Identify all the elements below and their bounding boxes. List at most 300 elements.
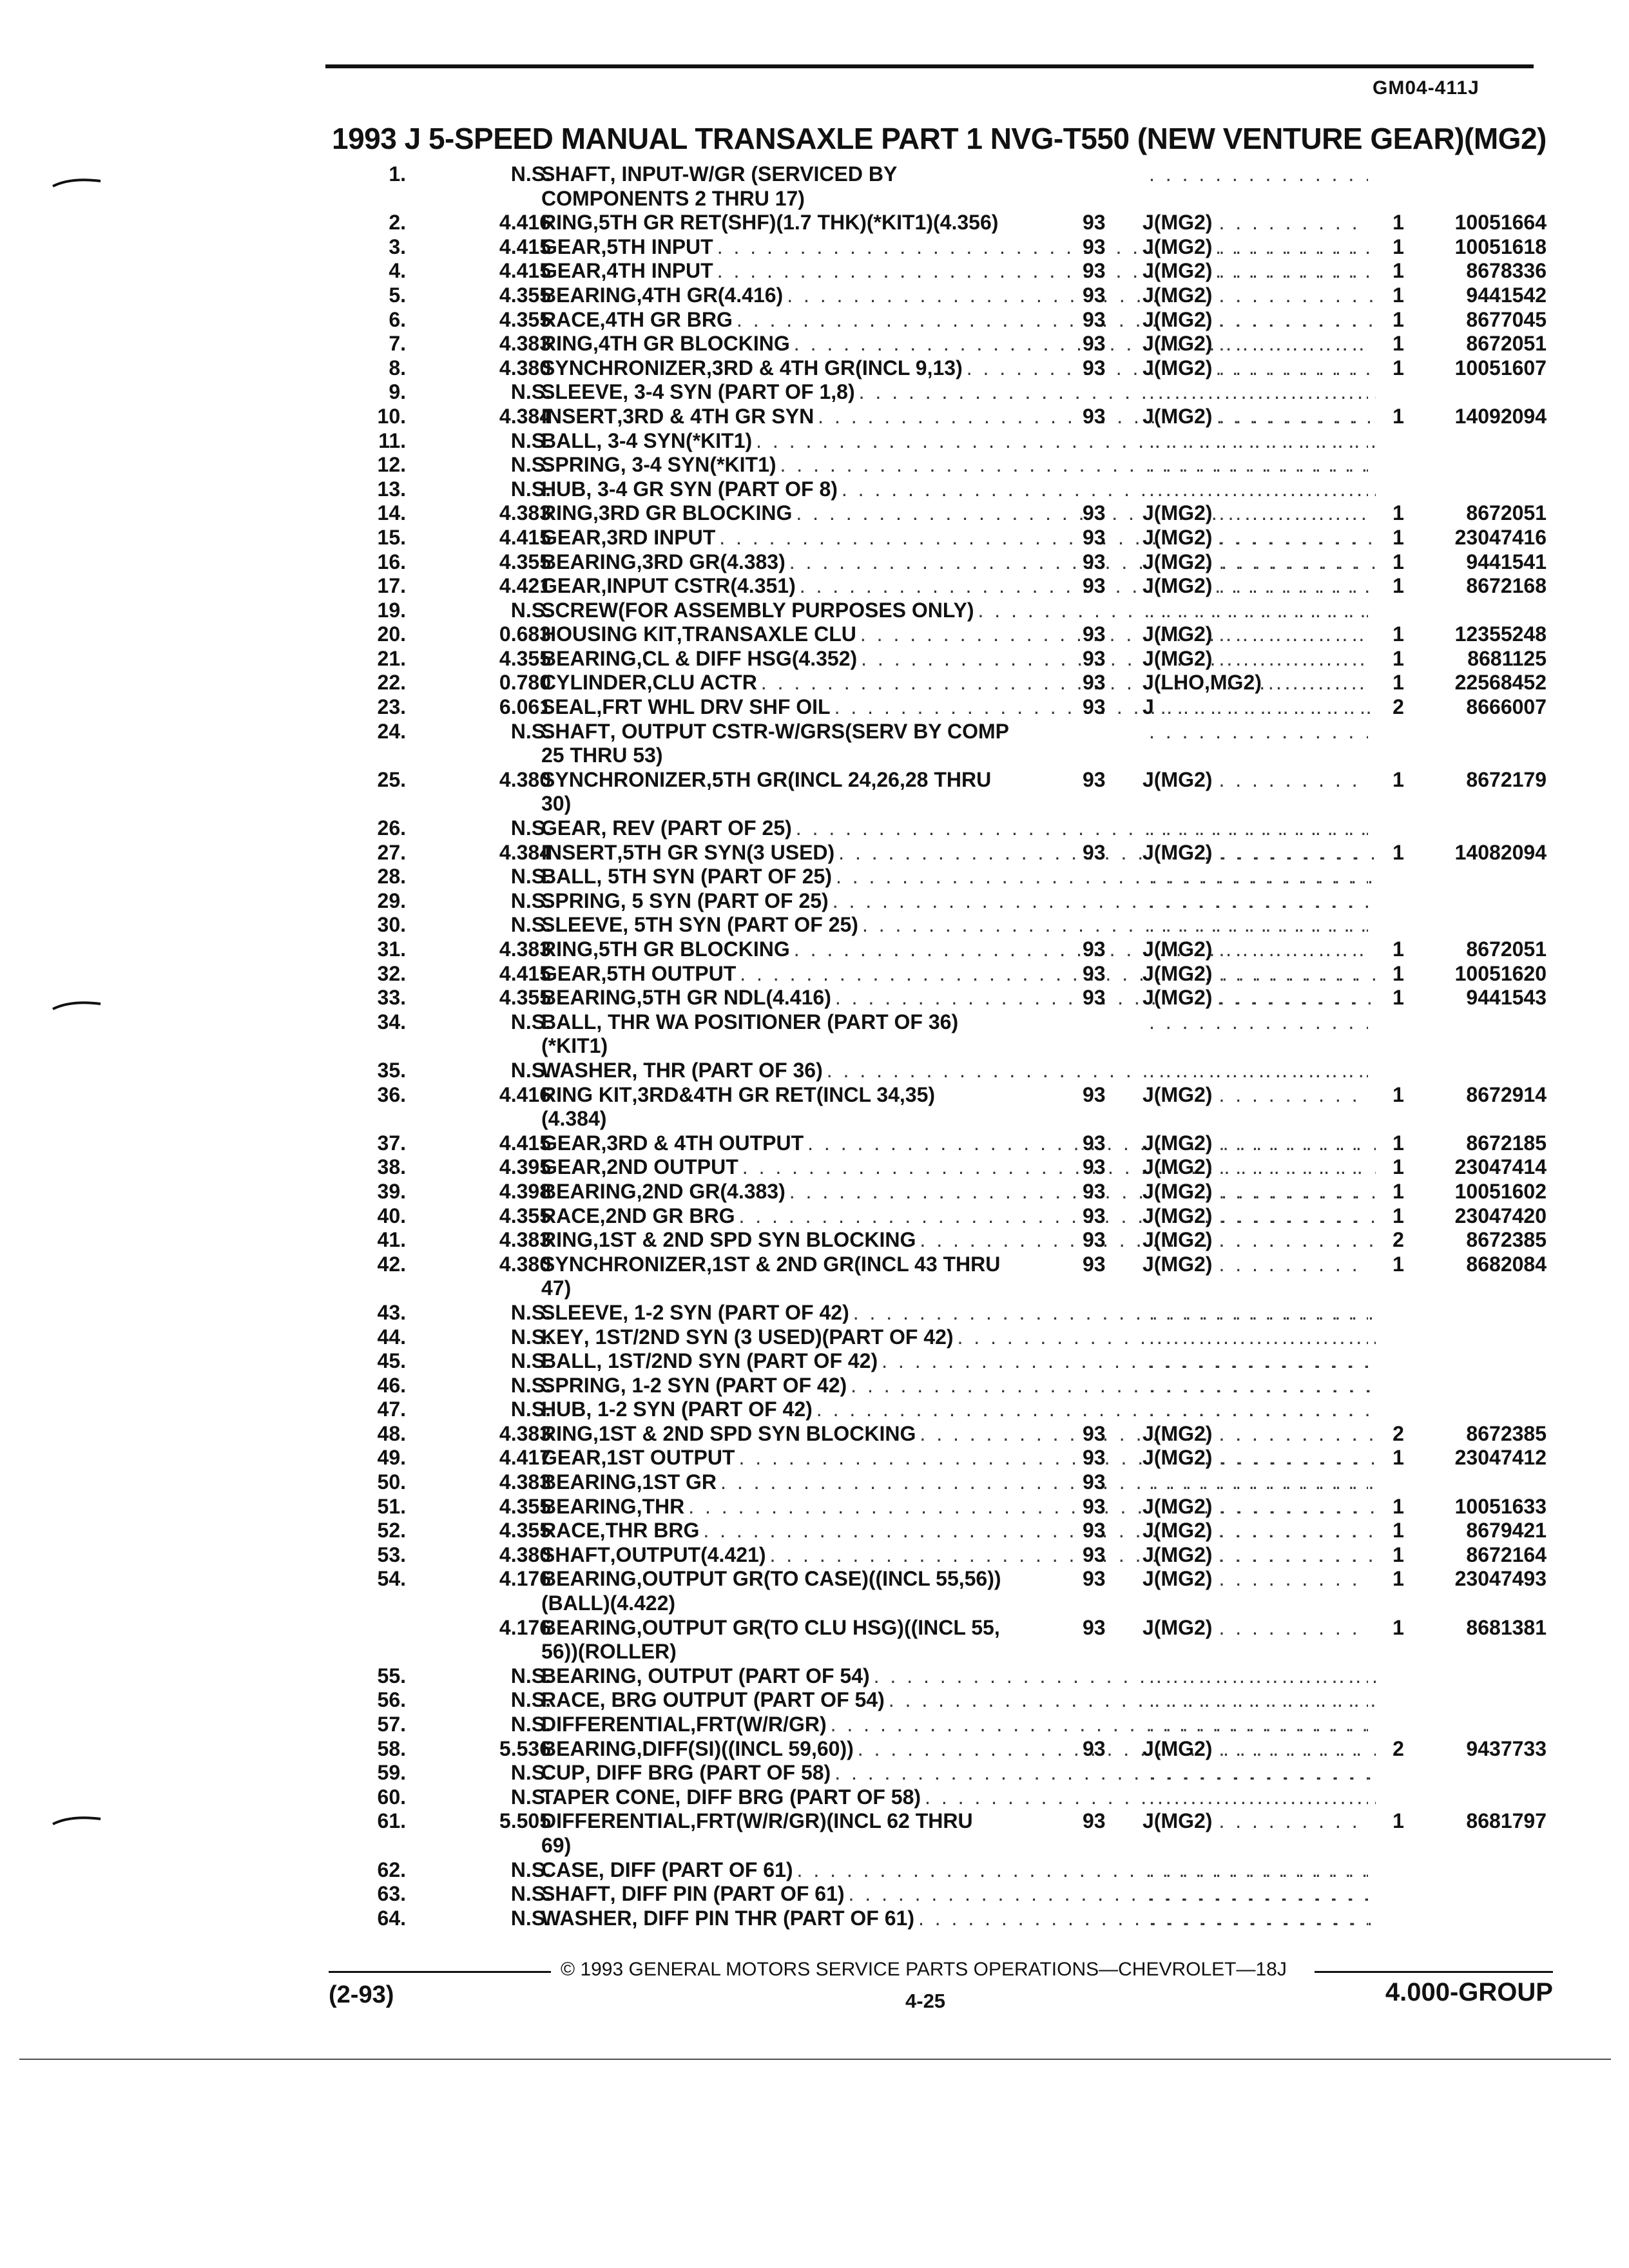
table-row [348, 211, 1559, 235]
group-number: 6.061 [499, 695, 551, 719]
model-year: 93 [1083, 1421, 1106, 1445]
part-detail: ,OUTPUT(4.421) [610, 1542, 766, 1566]
part-detail: ,1ST & 2ND SPD SYN BLOCKING [593, 1421, 916, 1445]
model-code: J(MG2) [1142, 1131, 1213, 1155]
group-number: 4.176 [499, 1567, 551, 1591]
model-year: 93 [1083, 622, 1106, 646]
group-number: 4.383 [499, 937, 551, 961]
ref-number: 27. [377, 840, 406, 864]
quantity: 1 [1393, 671, 1404, 695]
group-number: 4.384 [499, 404, 551, 428]
part-name: SYNCHRONIZER [541, 1252, 707, 1276]
part-detail: ,TRANSAXLE CLU [676, 622, 856, 646]
part-detail: , DIFF BRG (PART OF 58) [675, 1785, 921, 1809]
part-name: RACE [541, 307, 600, 331]
part-name: BALL [541, 1349, 597, 1373]
part-detail: , 5 SYN (PART OF 25) [620, 889, 829, 912]
ref-number: 16. [377, 550, 406, 573]
group-number: 4.383 [499, 1421, 551, 1445]
group-number: N.S. [510, 816, 551, 840]
model-cell [1142, 1737, 1368, 1762]
part-name: SHAFT [541, 1542, 610, 1566]
model-cell [1142, 1301, 1368, 1325]
model-cell [1142, 768, 1368, 793]
ref-number: 54. [377, 1567, 406, 1591]
leader-dots [1149, 1349, 1368, 1374]
quantity: 1 [1393, 1446, 1404, 1470]
footer-rule-left [329, 1971, 551, 1973]
model-code: J(MG2) [1142, 1155, 1213, 1179]
binder-hole-mark [52, 999, 103, 1012]
model-code: J(MG2) [1142, 961, 1213, 985]
quantity: 1 [1393, 1615, 1404, 1639]
part-detail: , DIFF PIN THR (PART OF 61) [631, 1906, 914, 1930]
part-detail: , INPUT-W/GR (SERVICED BY [610, 162, 898, 186]
part-name: GEAR [541, 1155, 601, 1179]
ref-number: 47. [377, 1398, 406, 1421]
leader-dots [1149, 1882, 1368, 1907]
model-code: J(MG2) [1142, 356, 1213, 380]
leader-dots [1161, 695, 1368, 720]
model-cell [1142, 1059, 1368, 1083]
quantity: 1 [1393, 283, 1404, 307]
model-cell [1142, 1882, 1368, 1907]
part-detail: ,5TH OUTPUT [601, 961, 737, 985]
model-year: 93 [1083, 961, 1106, 985]
quantity: 1 [1393, 1809, 1404, 1833]
quantity: 1 [1393, 1155, 1404, 1179]
part-detail-continued: 69) [541, 1833, 572, 1857]
group-number: N.S. [510, 1664, 551, 1687]
table-row [348, 1059, 1559, 1083]
table-row [348, 1519, 1559, 1543]
table-row [348, 962, 1559, 986]
part-name: BEARING [541, 1615, 637, 1639]
model-code: J(MG2) [1142, 1809, 1213, 1833]
part-number: 8672051 [1466, 937, 1547, 961]
quantity: 2 [1393, 695, 1404, 719]
ref-number: 7. [389, 332, 406, 356]
model-cell [1142, 1907, 1368, 1931]
quantity: 1 [1393, 356, 1404, 380]
leader-dots [1219, 1543, 1368, 1568]
ref-number: 14. [377, 501, 406, 525]
part-name: BEARING [541, 283, 637, 307]
model-year: 93 [1083, 1131, 1106, 1155]
ref-number: 50. [377, 1470, 406, 1494]
part-number: 8672179 [1466, 767, 1547, 791]
part-detail: ,3RD GR BLOCKING [593, 501, 793, 525]
leader-dots [1149, 162, 1368, 187]
part-number: 9441542 [1466, 283, 1547, 307]
quantity: 1 [1393, 501, 1404, 525]
model-year: 93 [1083, 283, 1106, 307]
leader-dots [1219, 501, 1368, 526]
leader-dots [1219, 647, 1368, 671]
leader-dots [1149, 1301, 1368, 1325]
part-name: SEAL [541, 695, 597, 719]
leader-dots [1219, 574, 1368, 599]
model-cell [1142, 1155, 1368, 1180]
table-row [348, 308, 1559, 332]
part-name: BALL [541, 428, 597, 452]
leader-dots [1219, 526, 1368, 550]
model-year: 93 [1083, 646, 1106, 670]
table-row [348, 1131, 1559, 1156]
part-number: 9437733 [1466, 1736, 1547, 1760]
model-cell [1142, 889, 1368, 914]
group-number: N.S. [510, 1058, 551, 1082]
group-number: 4.415 [499, 235, 551, 258]
ref-number: 6. [389, 307, 406, 331]
model-code: J(LHO,MG2) [1142, 671, 1262, 695]
model-cell [1142, 550, 1368, 575]
group-number: 4.395 [499, 1155, 551, 1179]
page-title: 1993 J 5-SPEED MANUAL TRANSAXLE PART 1 NVG-T550 (NEW VENTURE GEAR)(MG2) [332, 122, 1547, 155]
model-year: 93 [1083, 1204, 1106, 1227]
group-number: 4.421 [499, 574, 551, 598]
model-year: 93 [1083, 1179, 1106, 1203]
quantity: 1 [1393, 937, 1404, 961]
part-detail: ,5TH GR(INCL 24,26,28 THRU [706, 767, 992, 791]
leader-dots [1149, 1713, 1368, 1737]
model-cell [1142, 865, 1368, 889]
model-year: 93 [1083, 1567, 1106, 1591]
part-detail: , DIFF BRG (PART OF 58) [584, 1761, 831, 1785]
model-cell [1142, 356, 1368, 381]
ref-number: 8. [389, 356, 406, 380]
leader-dots [1219, 841, 1368, 865]
group-number: N.S. [510, 162, 551, 186]
part-name: GEAR [541, 816, 601, 840]
group-number: 4.384 [499, 840, 551, 864]
group-number: N.S. [510, 1858, 551, 1881]
part-detail: ,3RD & 4TH GR SYN [617, 404, 815, 428]
leader-dots [1219, 1131, 1368, 1156]
group-number: N.S. [510, 1349, 551, 1373]
ref-number: 40. [377, 1204, 406, 1227]
part-detail: , 1ST/2ND SYN (3 USED)(PART OF 42) [583, 1325, 954, 1349]
quantity: 1 [1393, 646, 1404, 670]
part-name: BEARING [541, 1179, 637, 1203]
table-row [348, 622, 1559, 647]
ref-number: 39. [377, 1179, 406, 1203]
table-row [348, 162, 1559, 211]
model-cell [1142, 380, 1368, 405]
part-name: RACE [541, 1519, 600, 1542]
model-code: J(MG2) [1142, 1228, 1213, 1252]
table-row [348, 695, 1559, 720]
part-name: SHAFT [541, 1882, 610, 1906]
part-name: CYLINDER [541, 671, 647, 695]
ref-number: 64. [377, 1906, 406, 1930]
model-cell [1142, 526, 1368, 550]
part-name: HUB [541, 477, 586, 501]
leader-dots [1219, 937, 1368, 962]
leader-dots [1149, 1374, 1368, 1398]
part-name: INSERT [541, 840, 617, 864]
part-detail: ,3RD & 4TH OUTPUT [601, 1131, 804, 1155]
model-code: J(MG2) [1142, 1204, 1213, 1227]
part-number: 8681797 [1466, 1809, 1547, 1833]
part-number: 10051633 [1454, 1494, 1547, 1518]
table-row [348, 841, 1559, 865]
part-detail-continued: (BALL)(4.422) [541, 1591, 676, 1615]
model-year: 93 [1083, 211, 1106, 235]
group-number: 4.355 [499, 1204, 551, 1227]
table-row [348, 1422, 1559, 1446]
part-number: 8672168 [1466, 574, 1547, 598]
part-detail: ,5TH GR RET(SHF)(1.7 THK)(*KIT1)(4.356) [593, 211, 999, 235]
leader-dots [1219, 332, 1368, 356]
part-name: BEARING [541, 550, 637, 573]
group-number: 4.415 [499, 259, 551, 283]
part-number: 8672051 [1466, 501, 1547, 525]
part-detail: ,3RD INPUT [601, 525, 716, 549]
ref-number: 42. [377, 1252, 406, 1276]
part-detail-continued: COMPONENTS 2 THRU 17) [541, 186, 805, 210]
model-code: J(MG2) [1142, 646, 1213, 670]
model-code: J(MG2) [1142, 1736, 1213, 1760]
part-name: RING [541, 1421, 593, 1445]
ref-number: 4. [389, 259, 406, 283]
model-year: 93 [1083, 695, 1106, 719]
part-detail: ,CLU ACTR [646, 671, 757, 695]
part-detail: , 3-4 GR SYN (PART OF 8) [586, 477, 838, 501]
model-cell [1142, 332, 1368, 356]
part-detail: ,THR BRG [599, 1519, 700, 1542]
ref-number: 63. [377, 1882, 406, 1906]
model-code: J(MG2) [1142, 1494, 1213, 1518]
leader-dots [1219, 1155, 1368, 1180]
table-row [348, 1010, 1559, 1059]
quantity: 1 [1393, 1252, 1404, 1276]
part-detail: , THR (PART OF 36) [631, 1058, 823, 1082]
leader-dots [1219, 211, 1368, 235]
part-name: GEAR [541, 1131, 601, 1155]
part-number: 12355248 [1454, 622, 1547, 646]
ref-number: 20. [377, 622, 406, 646]
model-code: J(MG2) [1142, 1082, 1213, 1106]
group-number: N.S. [510, 453, 551, 477]
part-detail: , 1ST/2ND SYN (PART OF 42) [596, 1349, 878, 1373]
part-detail: ,1ST & 2ND GR(INCL 43 THRU [706, 1252, 1001, 1276]
model-cell [1142, 1567, 1368, 1591]
model-code: J(MG2) [1142, 1542, 1213, 1566]
model-year: 93 [1083, 1470, 1106, 1494]
group-number: N.S. [510, 1713, 551, 1736]
ref-number: 5. [389, 283, 406, 307]
leader-dots [1219, 1180, 1368, 1204]
table-row [348, 1664, 1559, 1689]
group-number: N.S. [510, 1373, 551, 1397]
ref-number: 58. [377, 1736, 406, 1760]
model-cell [1142, 211, 1368, 235]
model-code: J(MG2) [1142, 622, 1213, 646]
model-year: 93 [1083, 1736, 1106, 1760]
model-year: 93 [1083, 307, 1106, 331]
table-row [348, 1761, 1559, 1785]
part-detail: ,5TH GR SYN(3 USED) [617, 840, 835, 864]
group-number: 4.383 [499, 332, 551, 356]
quantity: 1 [1393, 332, 1404, 356]
part-name: KEY [541, 1325, 584, 1349]
model-code: J(MG2) [1142, 840, 1213, 864]
part-number: 10051620 [1454, 961, 1547, 985]
part-number: 8672051 [1466, 332, 1547, 356]
leader-dots [1219, 1737, 1368, 1762]
table-row [348, 1155, 1559, 1180]
part-number: 8678336 [1466, 259, 1547, 283]
part-number: 8672385 [1466, 1228, 1547, 1252]
model-code: J(MG2) [1142, 283, 1213, 307]
group-number: N.S. [510, 1688, 551, 1712]
group-number: 5.505 [499, 1809, 551, 1833]
leader-dots [1149, 453, 1368, 477]
table-row [348, 284, 1559, 308]
model-cell [1142, 1180, 1368, 1204]
part-number: 8679421 [1466, 1519, 1547, 1542]
leader-dots [1219, 1422, 1368, 1446]
part-number: 23047416 [1454, 525, 1547, 549]
leader-dots [1149, 1761, 1368, 1785]
model-code: J(MG2) [1142, 1567, 1213, 1591]
leader-dots [1149, 720, 1368, 744]
part-detail: ,DIFF(SI)((INCL 59,60)) [636, 1736, 854, 1760]
table-row [348, 259, 1559, 284]
table-row [348, 356, 1559, 381]
part-detail: ,OUTPUT GR(TO CASE)((INCL 55,56)) [636, 1567, 1001, 1591]
group-number: 4.355 [499, 550, 551, 573]
leader-dots [1149, 1664, 1368, 1689]
quantity: 1 [1393, 1179, 1404, 1203]
group-number: 0.683 [499, 622, 551, 646]
ref-number: 55. [377, 1664, 406, 1687]
ref-number: 38. [377, 1155, 406, 1179]
part-number: 23047493 [1454, 1567, 1547, 1591]
ref-number: 48. [377, 1421, 406, 1445]
model-cell [1142, 1543, 1368, 1568]
part-number: 23047414 [1454, 1155, 1547, 1179]
leader-dots [1149, 1907, 1368, 1931]
model-year: 93 [1083, 986, 1106, 1010]
model-code: J(MG2) [1142, 1615, 1213, 1639]
leader-dots [1219, 1083, 1368, 1108]
part-name: BEARING [541, 646, 637, 670]
model-code: J(MG2) [1142, 550, 1213, 573]
table-row [348, 1083, 1559, 1131]
ref-number: 45. [377, 1349, 406, 1373]
part-name: GEAR [541, 961, 601, 985]
table-row [348, 1374, 1559, 1398]
part-detail-continued: 25 THRU 53) [541, 744, 663, 767]
group-number: N.S. [510, 1785, 551, 1809]
table-row [348, 671, 1559, 695]
table-row [348, 1713, 1559, 1737]
model-code: J(MG2) [1142, 211, 1213, 235]
model-code: J(MG2) [1142, 1252, 1213, 1276]
leader-dots [1149, 889, 1368, 914]
table-row [348, 1495, 1559, 1519]
ref-number: 22. [377, 671, 406, 695]
ref-number: 30. [377, 913, 406, 937]
model-cell [1142, 1349, 1368, 1374]
group-number: N.S. [510, 913, 551, 937]
part-detail: ,4TH GR(4.416) [636, 283, 784, 307]
ref-number: 21. [377, 646, 406, 670]
model-code: J(MG2) [1142, 1179, 1213, 1203]
model-code: J(MG2) [1142, 259, 1213, 283]
part-name: BEARING [541, 1736, 637, 1760]
model-cell [1142, 937, 1368, 962]
part-number: 9441543 [1466, 986, 1547, 1010]
top-rule [325, 64, 1534, 68]
table-row [348, 1543, 1559, 1568]
part-detail-continued: (4.384) [541, 1107, 607, 1131]
part-detail: , 1-2 SYN (PART OF 42) [586, 1398, 813, 1421]
quantity: 1 [1393, 1494, 1404, 1518]
model-cell [1142, 962, 1368, 986]
leader-dots [1149, 1059, 1368, 1083]
quantity: 1 [1393, 1542, 1404, 1566]
part-detail: , 5TH SYN (PART OF 25) [596, 865, 832, 889]
model-year: 93 [1083, 1494, 1106, 1518]
part-detail: ,1ST OUTPUT [601, 1446, 735, 1470]
part-name: RACE [541, 1688, 600, 1712]
model-year: 93 [1083, 574, 1106, 598]
leader-dots [1149, 477, 1368, 502]
part-detail: ,FRT WHL DRV SHF OIL [596, 695, 831, 719]
part-number: 8666007 [1466, 695, 1547, 719]
part-detail-continued: 30) [541, 792, 572, 816]
table-row [348, 1301, 1559, 1325]
model-code: J(MG2) [1142, 986, 1213, 1010]
group-number: N.S. [510, 1761, 551, 1785]
model-cell [1142, 284, 1368, 308]
model-code: J(MG2) [1142, 1421, 1213, 1445]
model-cell [1142, 1204, 1368, 1229]
model-cell [1142, 622, 1368, 647]
model-cell [1142, 453, 1368, 477]
leader-dots [1219, 308, 1368, 332]
page-number: 4-25 [905, 1990, 946, 2012]
group-number: 5.536 [499, 1736, 551, 1760]
ref-number: 12. [377, 453, 406, 477]
group-number: 4.355 [499, 986, 551, 1010]
model-cell [1142, 1713, 1368, 1737]
part-number: 22568452 [1454, 671, 1547, 695]
part-name: HUB [541, 1398, 586, 1421]
model-code: J(MG2) [1142, 307, 1213, 331]
model-cell [1142, 1519, 1368, 1543]
model-cell [1142, 1422, 1368, 1446]
quantity: 1 [1393, 404, 1404, 428]
ref-number: 13. [377, 477, 406, 501]
part-name: SYNCHRONIZER [541, 356, 707, 380]
quantity: 2 [1393, 1736, 1404, 1760]
ref-number: 57. [377, 1713, 406, 1736]
group-number: 4.355 [499, 1494, 551, 1518]
part-detail: , OUTPUT (PART OF 54) [636, 1664, 870, 1687]
quantity: 1 [1393, 525, 1404, 549]
part-number: 8677045 [1466, 307, 1547, 331]
table-row [348, 1809, 1559, 1858]
part-detail: ,INPUT CSTR(4.351) [601, 574, 796, 598]
part-detail: ,2ND GR(4.383) [636, 1179, 786, 1203]
group-number: N.S. [510, 428, 551, 452]
part-number: 10051602 [1454, 1179, 1547, 1203]
part-name: GEAR [541, 235, 601, 258]
